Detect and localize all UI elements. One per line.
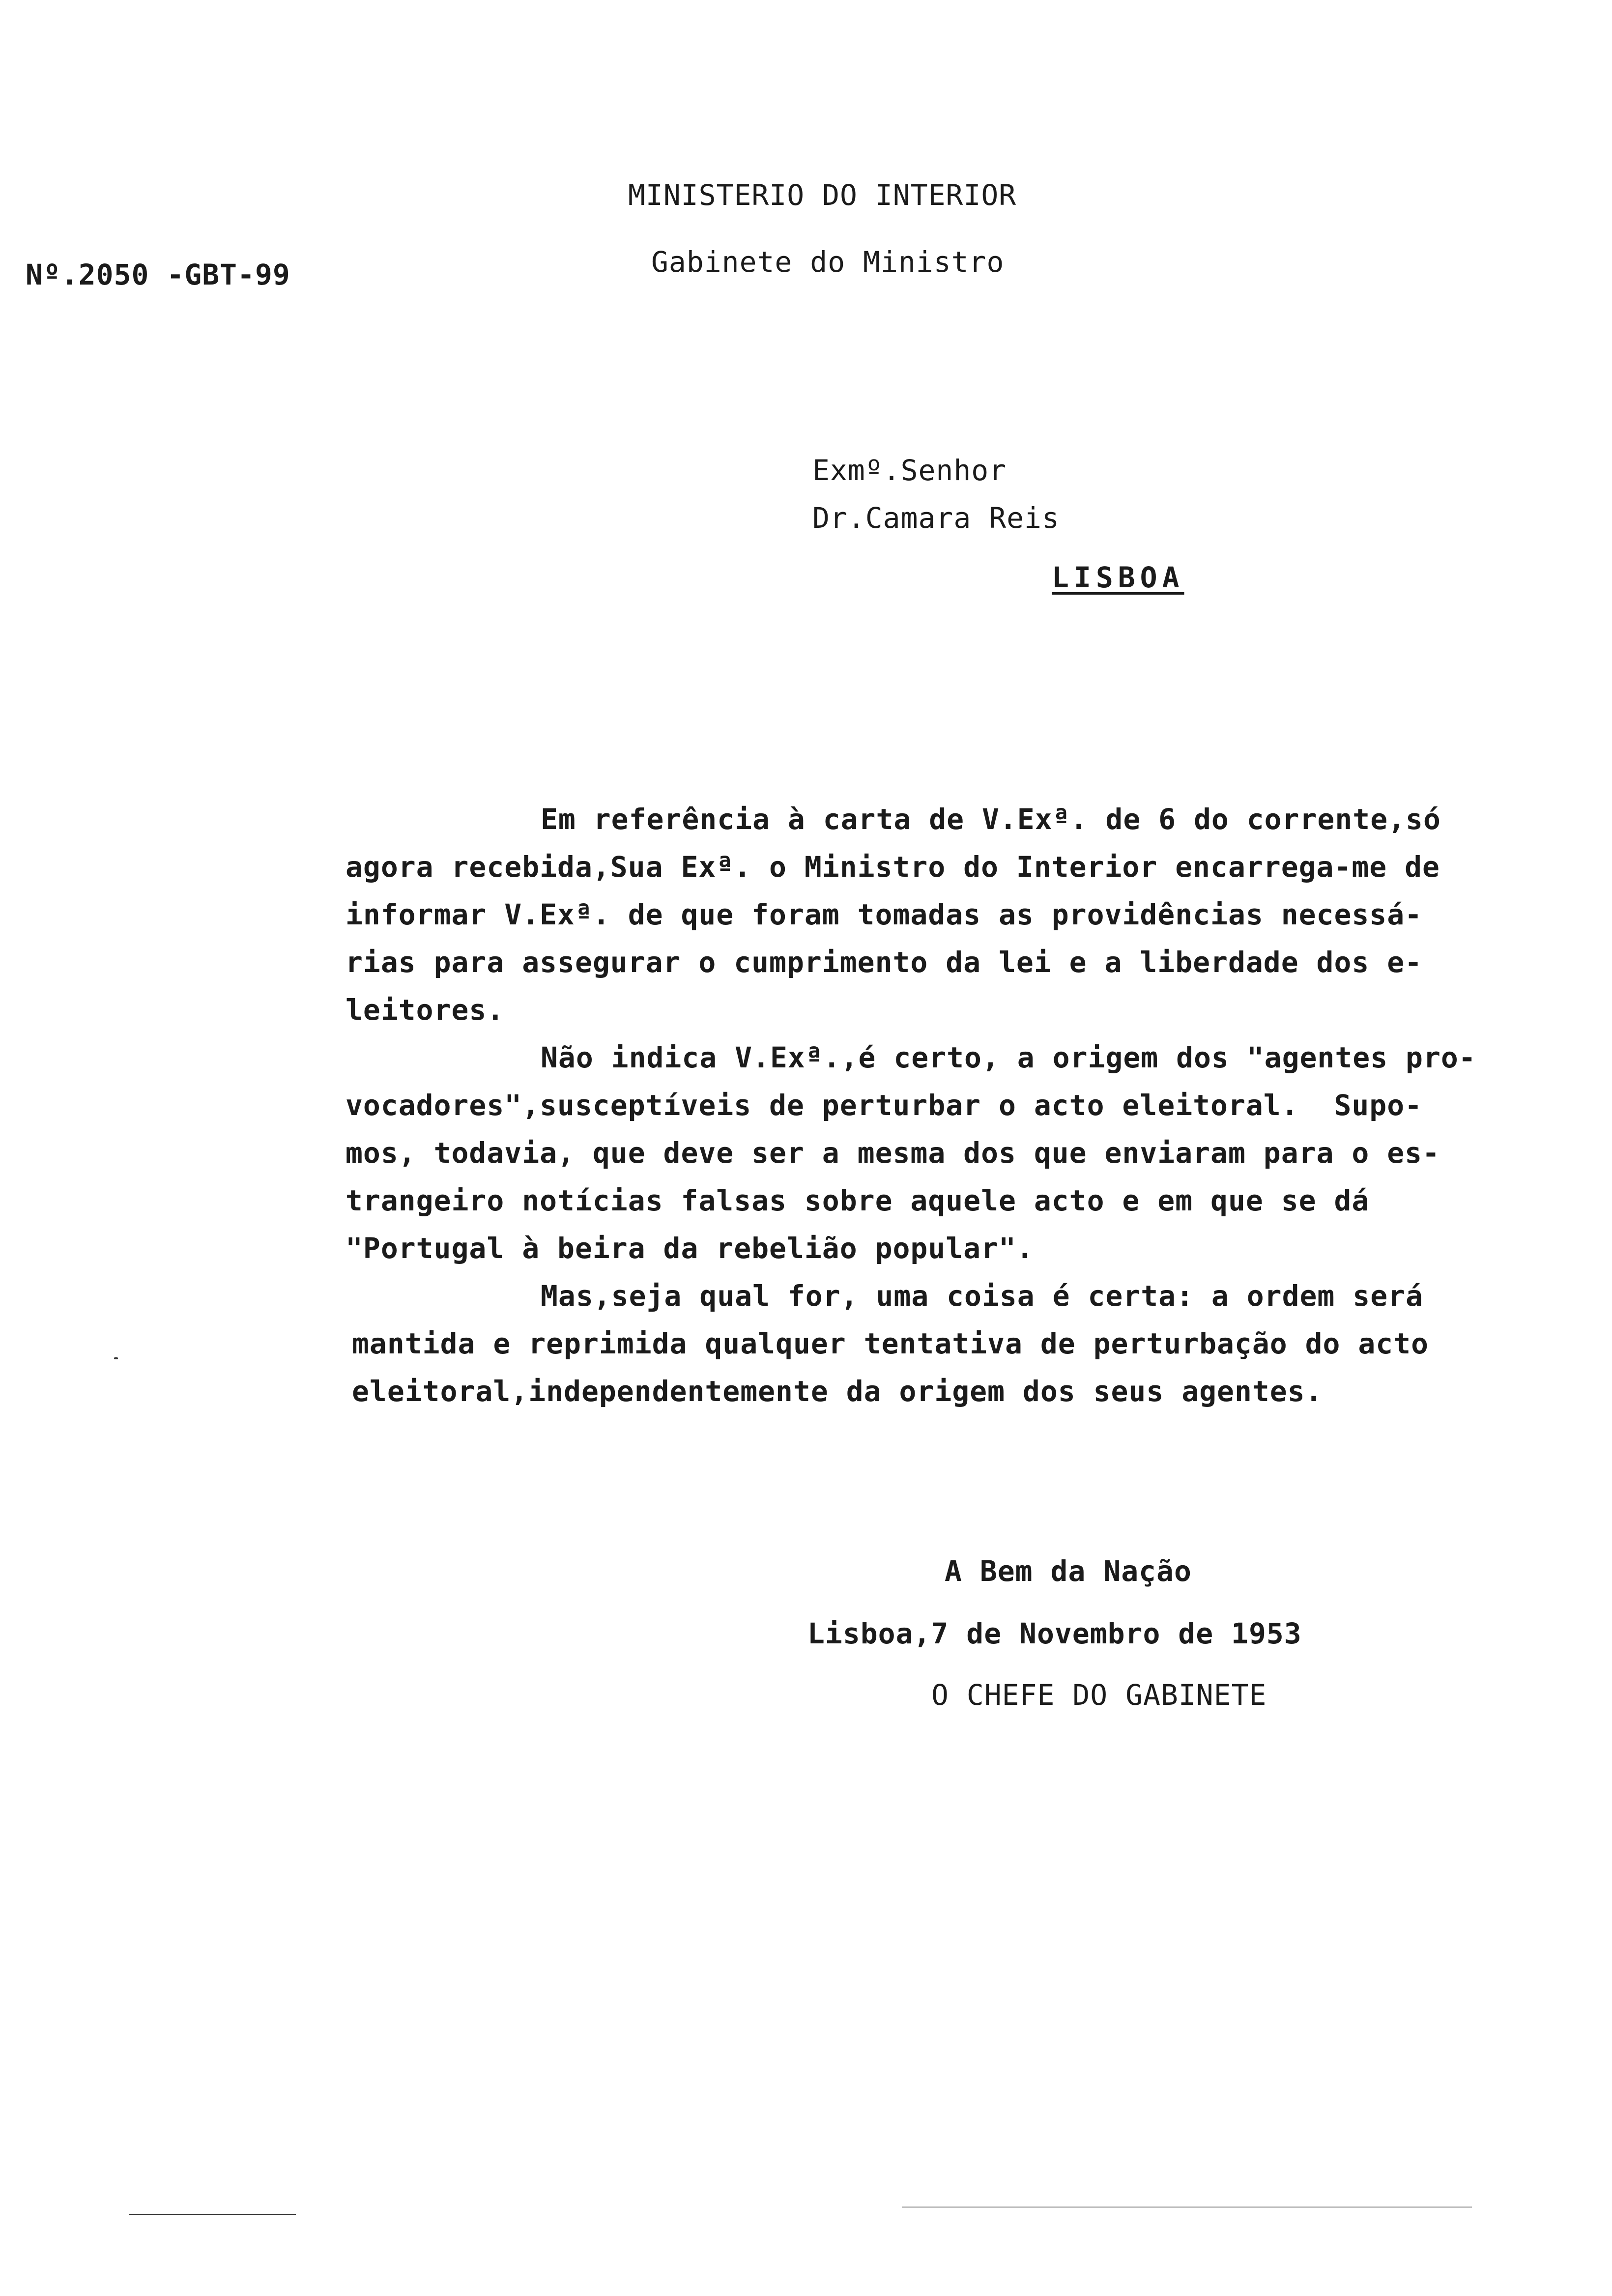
office-subheading: Gabinete do Ministro bbox=[651, 245, 1005, 279]
ministry-heading: MINISTERIO DO INTERIOR bbox=[628, 178, 1017, 212]
body-line: eleitoral,independentemente da origem dos seus agentes. bbox=[352, 1375, 1323, 1408]
body-line: agora recebida,Sua Exª. o Ministro do Interior encarrega-me de bbox=[345, 850, 1440, 884]
body-line: mos, todavia, que deve ser a mesma dos que enviaram para o es- bbox=[345, 1136, 1440, 1170]
bottom-rule-right bbox=[902, 2207, 1472, 2208]
body-line: Mas,seja qual for, uma coisa é certa: a ordem será bbox=[541, 1279, 1423, 1313]
addressee-city: LISBOA bbox=[1052, 561, 1184, 594]
closing-motto: A Bem da Nação bbox=[945, 1554, 1192, 1588]
reference-number: Nº.2050 -GBT-99 bbox=[26, 258, 290, 291]
margin-speck bbox=[114, 1357, 118, 1359]
body-line: Não indica V.Exª.,é certo, a origem dos "agentes pro- bbox=[541, 1041, 1476, 1074]
body-line: leitores. bbox=[345, 993, 505, 1027]
bottom-rule-left bbox=[129, 2214, 296, 2215]
addressee-salutation: Exmº.Senhor bbox=[812, 454, 1007, 487]
body-line: Em referência à carta de V.Exª. de 6 do corrente,só bbox=[541, 803, 1441, 836]
closing-place-date: Lisboa,7 de Novembro de 1953 bbox=[807, 1617, 1302, 1650]
body-line: vocadores",susceptíveis de perturbar o acto eleitoral. Supo- bbox=[345, 1089, 1423, 1122]
addressee-name: Dr.Camara Reis bbox=[812, 501, 1060, 535]
body-line: trangeiro notícias falsas sobre aquele acto e em que se dá bbox=[345, 1184, 1370, 1217]
body-line: informar V.Exª. de que foram tomadas as providências necessá- bbox=[345, 898, 1423, 931]
body-line: rias para assegurar o cumprimento da lei e a liberdade dos e- bbox=[345, 946, 1423, 979]
body-line: mantida e reprimida qualquer tentativa de perturbação do acto bbox=[352, 1327, 1429, 1360]
body-line: "Portugal à beira da rebelião popular". bbox=[345, 1232, 1034, 1265]
closing-signatory: O CHEFE DO GABINETE bbox=[931, 1678, 1267, 1712]
